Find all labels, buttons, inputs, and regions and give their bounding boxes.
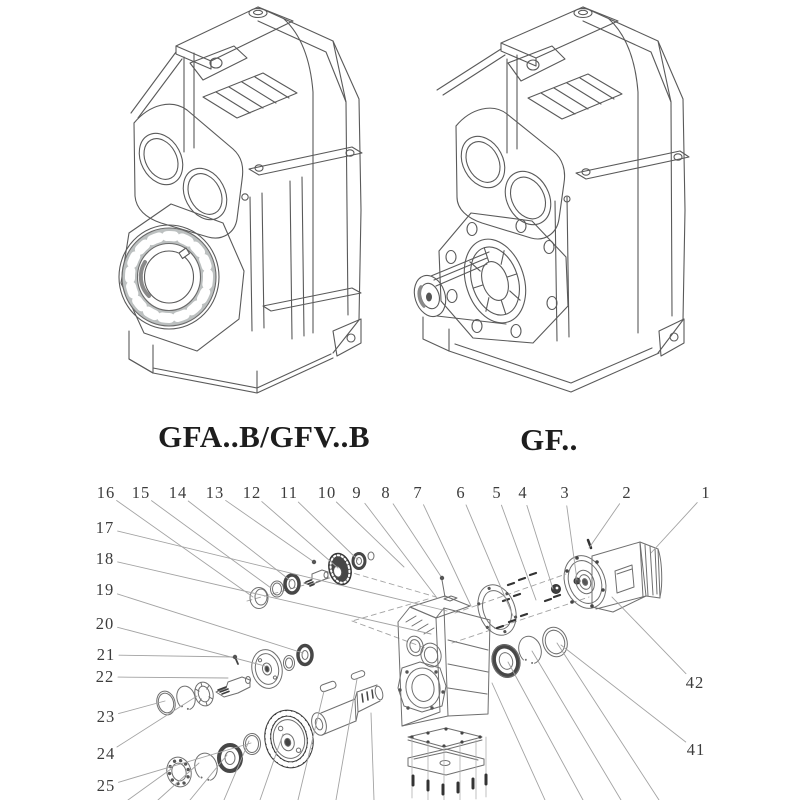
callout-17: 17 (95, 518, 115, 537)
output-shaft-parts (164, 670, 385, 790)
leader-line-11 (298, 502, 358, 560)
model-label-gfab: GFA..B/GFV..B (157, 419, 371, 454)
leader-line-1 (651, 503, 697, 553)
callout-11: 11 (280, 483, 298, 502)
callout-6: 6 (456, 483, 466, 502)
exploded-view-drawing (128, 540, 662, 800)
input-shaft-parts (250, 551, 374, 609)
callout-15: 15 (131, 483, 151, 502)
callout-20: 20 (95, 614, 115, 633)
housing (398, 580, 490, 800)
callout-24: 24 (96, 744, 116, 763)
callout-18: 18 (95, 549, 115, 568)
gf-line-drawing (409, 7, 689, 392)
leader-line-20 (118, 627, 265, 666)
leader-line-17 (118, 531, 447, 611)
callout-25: 25 (96, 776, 116, 795)
callout-23: 23 (96, 707, 116, 726)
callout-14: 14 (168, 483, 188, 502)
callout-7: 7 (413, 483, 423, 502)
leader-line-2 (589, 504, 620, 548)
callout-19: 19 (95, 580, 115, 599)
callout-13: 13 (205, 483, 225, 502)
callout-9: 9 (352, 483, 362, 502)
leader-line-41 (561, 645, 686, 742)
leader-dot-13 (312, 560, 316, 564)
output-bearing-cluster (488, 624, 571, 681)
leader-line-16 (117, 501, 253, 597)
leader-line-3 (567, 506, 577, 580)
callout-3: 3 (560, 483, 570, 502)
callout-12: 12 (242, 483, 262, 502)
model-label-gf: GF.. (520, 422, 578, 457)
flange-gasket (471, 579, 523, 640)
gfab-line-drawing (119, 7, 362, 393)
leader-line-42 (612, 597, 686, 674)
cutoff-leader-lines (128, 643, 659, 800)
leader-dot-21 (233, 655, 237, 659)
callout-42: 42 (685, 673, 705, 692)
leader-line-22 (118, 677, 228, 678)
leader-line-7 (424, 505, 471, 606)
leader-line-15 (151, 501, 271, 588)
callout-4: 4 (518, 483, 528, 502)
leader-line-21 (119, 655, 235, 657)
leader-line-19 (117, 594, 303, 653)
callout-16: 16 (96, 483, 116, 502)
leader-line-13 (226, 500, 314, 562)
callout-41: 41 (686, 740, 706, 759)
leader-line-8 (393, 504, 442, 578)
callout-10: 10 (317, 483, 337, 502)
leader-line-9 (365, 503, 437, 598)
leader-dot-8 (440, 576, 444, 580)
leader-line-12 (262, 502, 338, 568)
leader-line-4 (527, 505, 553, 589)
callout-8: 8 (381, 483, 391, 502)
callout-21: 21 (96, 645, 116, 664)
callout-22: 22 (95, 667, 115, 686)
callout-5: 5 (492, 483, 502, 502)
leader-line-6 (466, 505, 513, 616)
leader-line-18 (118, 562, 431, 634)
callout-2: 2 (622, 483, 632, 502)
callout-1: 1 (701, 483, 711, 502)
